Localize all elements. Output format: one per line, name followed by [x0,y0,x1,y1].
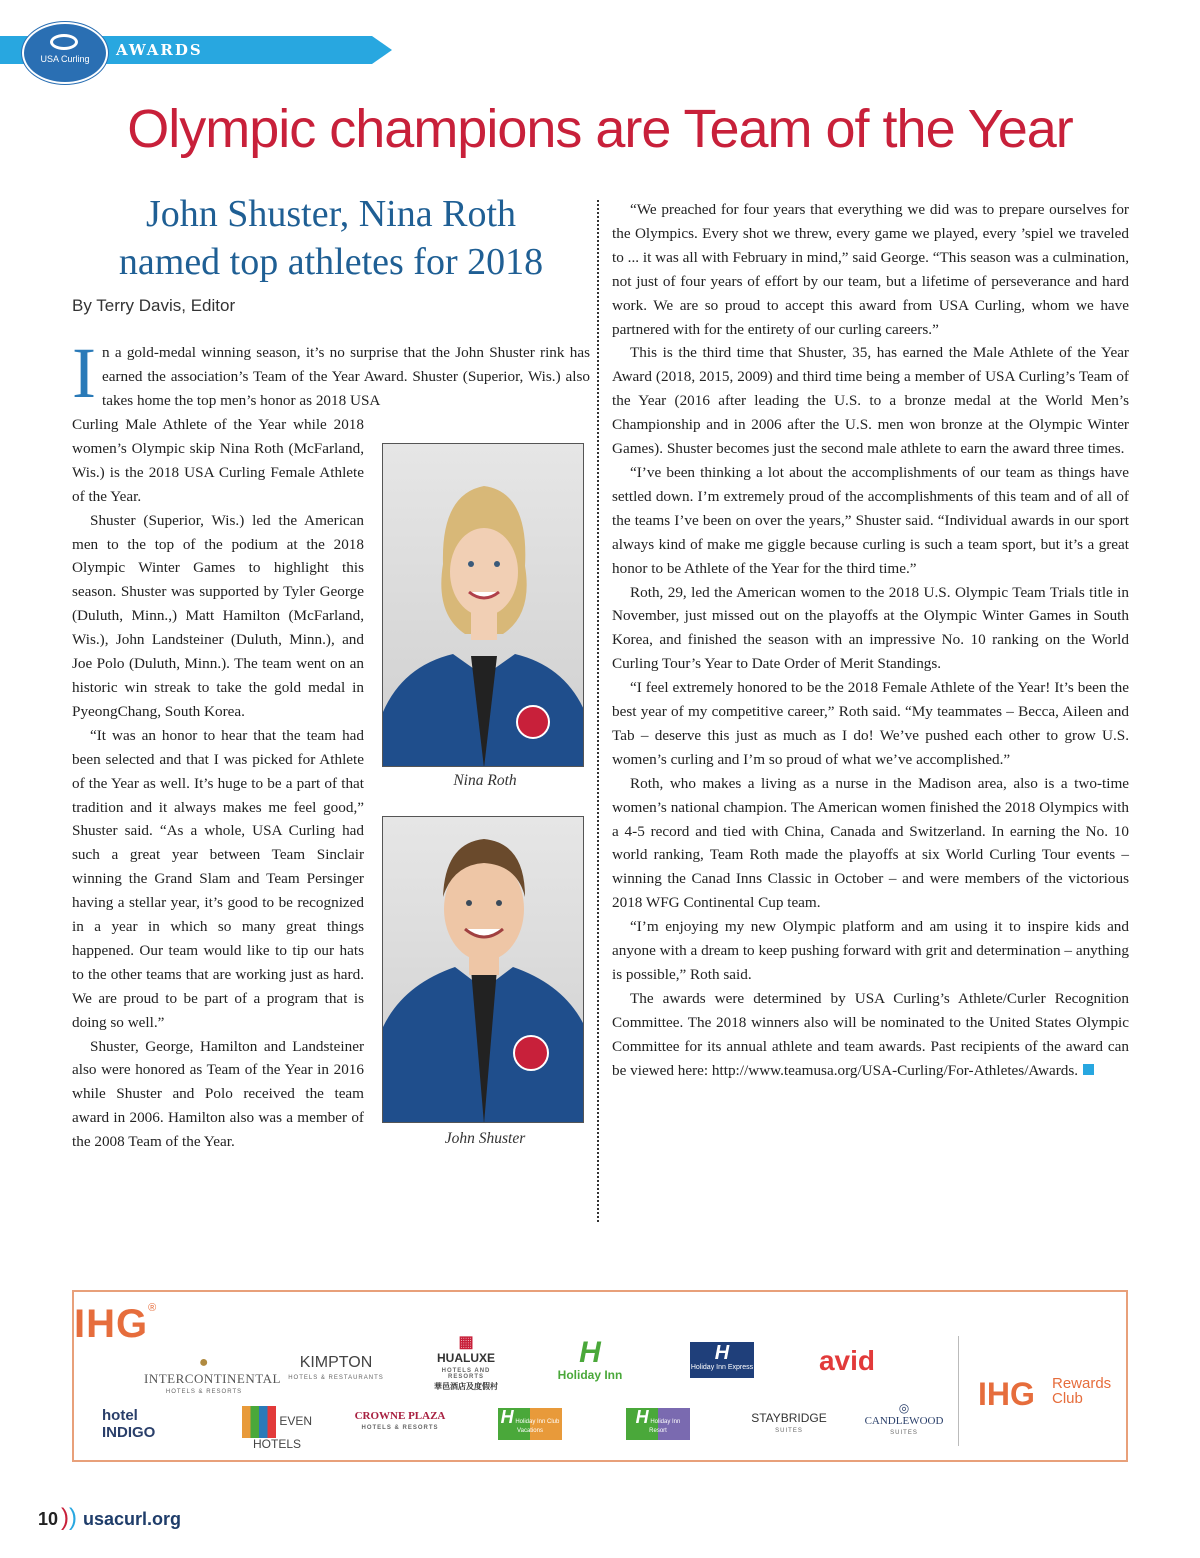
page-footer [38,1504,181,1532]
right-paragraph: “We preached for four years that everything we did was to prepare ourselves for the Olympics. Every shot we threw, every game we played, every ’spiel we traveled to ... it was all with February in mind,” said George. “This season was a culmination, not just of four years of effort by our team, but a lifetime of perseverance and hard work. We are so proud to accept this award from USA Curling, whom we have partnered with for the entirety of our curling careers.” [612,201,1129,338]
intercontinental-crest-icon: ● [198,1354,210,1371]
column-divider [597,200,599,1222]
brand-even-hotels: EVEN HOTELS [236,1406,318,1451]
portrait-illustration [383,444,584,767]
blue-bracket-icon: ) [69,1504,78,1531]
brand-holiday-inn-express: H Holiday Inn Express [690,1342,754,1378]
ihg-advertisement[interactable] [72,1290,1128,1462]
brand-avid: avid [818,1345,876,1376]
lead-text: n a gold-medal winning season, it’s no surprise that the John Shuster rink has earned the association’s Team of the Year Award. Shuster (Superior, Wis.) also takes home the top men’s honor as 2018 USA [101,344,590,409]
right-paragraph: “I’ve been thinking a lot about the accomplishments of our team as things have settled down. I’m extremely proud of the accomplishments of this team and of all of the teams I’ve been on over the years,” Shuster said. “Individual awards in our sport always kind of make me giggle because curling is such a team sport, but it’s a great honor to be Athlete of the Year for the third time.” [612,463,1129,577]
lead-paragraph [72,333,590,413]
resort-h-icon: H [635,1407,649,1427]
left-paragraph: “It was an honor to hear that the team had been selected and that I was picked for Athlete of the Year as well. It’s huge to be a part of that tradition and it always makes me feel good,” Shuster said. “As a whole, USA Curling had such a great year between Team Sinclair winning the Grand Slam and Team Persinger having a stellar year, it’s good to be recognized in a year in which so many great things happened. Our team would like to tip our hats to the other teams that are working just as hard. We are proud to be part of a program that is doing so well.” [72,726,364,1031]
nina-roth-photo [382,443,584,767]
ad-divider [958,1336,959,1446]
right-paragraph: Roth, 29, led the American women to the 2018 U.S. Olympic Team Trials title in November, just missed out on the playoffs at the Olympic Winter Games in South Korea, and finished the season with an impressive No. 10 ranking on the World Curling Tour’s Year to Date Order of Merit Standings. [612,583,1129,673]
holiday-inn-h-icon: H [579,1336,601,1369]
photo-caption: Nina Roth [453,772,517,789]
brand-candlewood-suites: ◎ CANDLEWOOD SUITES [864,1401,944,1437]
subhead-line-2: named top athletes for 2018 [118,241,544,283]
section-label: AWARDS [116,41,203,59]
red-bracket-icon: ) [61,1504,70,1531]
left-paragraph: Shuster (Superior, Wis.) led the American men to the top of the podium at the 2018 Olympic Winter Games to highlight this season. Shuster was supported by Tyler George (Duluth, Minn.,) Matt Hamilton (McFarland, Wis.), John Landsteiner (Duluth, Minn.), and Joe Polo (Duluth, Minn.). The team went on an historic win streak to take the gold medal in PyeongChang, South Korea. [72,511,364,720]
right-paragraph: Roth, who makes a living as a nurse in the Madison area, also is a two-time women’s national champion. The American women finished the 2018 Olympics with a 4-5 record and tied with China, Canada and Switzerland. In earning the No. 10 world ranking, Team Roth made the playoffs at six World Curling Tour events – winning the Canad Inns Classic in October – and were members of the victorious 2018 WFG Continental Cup team. [612,774,1129,912]
brand-hotel-indigo: hotel INDIGO [102,1407,156,1441]
byline: By Terry Davis, Editor [72,296,236,315]
right-paragraph: The awards were determined by USA Curling’s Athlete/Curler Recognition Committee. The 2018 winners also will be nominated to the United States Olympic Committee for its annual athlete and team awards. Past recipients of the award can be viewed here: http://www.teamusa.org/USA-Curling/For-Athletes/Awards. [612,989,1129,1079]
brand-kimpton: KIMPTON HOTELS & RESTAURANTS [288,1354,384,1381]
left-paragraph: Curling Male Athlete of the Year while 2018 women’s Olympic skip Nina Roth (McFarland, Wis.) is the 2018 USA Curling Female Athlete of the Year. [72,416,364,505]
photo-caption: John Shuster [444,1130,526,1147]
even-color-blocks-icon [242,1406,276,1438]
article-subhead [72,190,590,286]
hualuxe-emblem-icon: ▦ [458,1334,474,1351]
article-title: Olympic champions are Team of the Year [127,99,1073,159]
left-paragraph: Shuster, George, Hamilton and Landsteiner also were honored as Team of the Year in 2016 while Shuster and Polo received the team award in 2006. Hamilton also was a member of the 2008 Team of the Year. [72,1037,364,1151]
candlewood-emblem-icon: ◎ [898,1401,910,1415]
left-column [72,413,364,1154]
brand-holiday-inn-club-vacations: H Holiday Inn Club Vacations [498,1408,562,1440]
right-paragraph: “I feel extremely honored to be the 2018 Female Athlete of the Year! It’s been the best year of my competitive career,” Roth said. “My teammates – Becca, Aileen and Tab – deserve this just as much as I do! We’ve pushed each other to grow U.S. women’s curling and I’m so proud of what we’ve accomplished.” [612,679,1129,768]
ihg-rewards-club-logo: IHG Rewards Club [978,1375,1112,1412]
portrait-illustration [383,817,584,1123]
usa-curling-logo[interactable] [22,22,108,84]
ihg-logo: IHG® [74,1302,158,1346]
brand-intercontinental: ● INTERCONTINENTAL HOTELS & RESORTS [144,1354,281,1395]
right-column [612,198,1129,1083]
brand-hualuxe: ▦ HUALUXE HOTELS AND RESORTS 華邑酒店及度假村 [434,1334,498,1391]
brand-crowne-plaza: CROWNE PLAZA HOTELS & RESORTS [354,1410,446,1432]
brand-holiday-inn-resort: H Holiday Inn Resort [626,1408,690,1440]
site-url[interactable]: usacurl.org [83,1509,182,1529]
club-h-icon: H [500,1407,514,1427]
subhead-line-1: John Shuster, Nina Roth [145,193,517,235]
right-paragraph: This is the third time that Shuster, 35, has earned the Male Athlete of the Year Award (2018, 2015, 2009) and third time being a member of USA Curling’s Team of the Year (2016 after leading the U.S. to a bronze medal at the World Men’s Championship and in 2006 after the U.S. men won bronze at the Olympic Winter Games). Shuster becomes just the second male athlete to earn the award three times. [612,344,1129,458]
curling-stone-icon [50,34,78,50]
end-of-article-mark [1083,1064,1094,1075]
john-shuster-photo [382,816,584,1123]
brand-staybridge-suites: STAYBRIDGE SUITES [751,1411,827,1435]
brand-holiday-inn: H Holiday Inn [557,1336,623,1382]
drop-cap: I [72,333,96,413]
logo-text: USA Curling [40,54,90,64]
express-h-icon: H [714,1342,730,1364]
right-paragraph: “I’m enjoying my new Olympic platform and am using it to inspire kids and anyone with a dream to keep pushing forward with grit and determination – anything is possible,” Roth said. [612,918,1129,983]
page-number: 10 [38,1509,59,1529]
